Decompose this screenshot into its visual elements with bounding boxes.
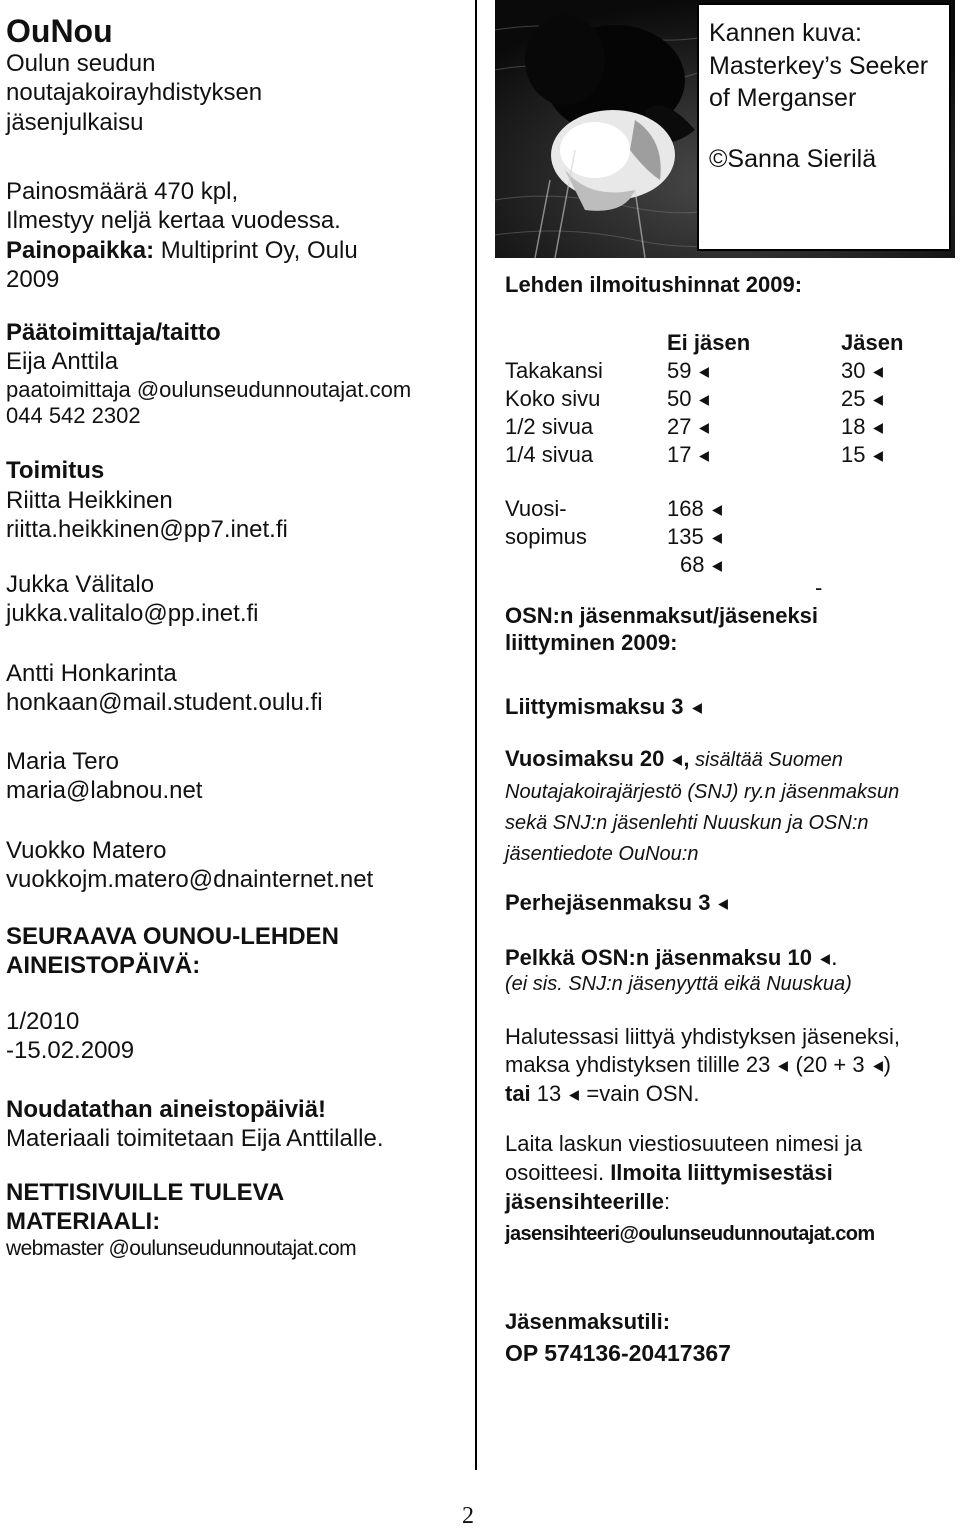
deadline-issue: 1/2010	[6, 1007, 80, 1035]
euro-icon	[871, 366, 884, 379]
row-label: 1/4 sivua	[505, 441, 594, 467]
joining-fee-text: Liittymismaksu 3	[505, 694, 684, 720]
price-member: 18	[841, 413, 866, 439]
annual-contract-table	[505, 495, 823, 600]
contract-dash: -	[815, 574, 823, 600]
euro-icon	[871, 1060, 884, 1073]
row-label: 1/2 sivua	[505, 413, 594, 439]
invoice-text: Laita laskun viestiosuuteen nimesi ja osoitteesi.	[505, 1131, 863, 1185]
osn-only-dot: .	[830, 943, 838, 971]
web-heading: NETTISIVUILLE TULEVA MATERIAALI:	[6, 1178, 284, 1236]
editor-email[interactable]: paatoimittaja @oulunseudunnoutajat.com	[6, 376, 412, 402]
euro-icon	[690, 702, 703, 715]
info-column	[505, 272, 955, 1367]
invoice-instructions	[505, 1130, 925, 1216]
publication-subtitle: Oulun seudun noutajakoirayhdistyksen jäsenjulkaisu	[6, 50, 263, 136]
masthead-column	[6, 0, 466, 1262]
euro-icon	[871, 450, 884, 463]
member-name: Vuokko Matero	[6, 836, 167, 864]
payment-text: )	[883, 1052, 891, 1078]
editor-phone: 044 542 2302	[6, 403, 141, 429]
member-email[interactable]: honkaan@mail.student.oulu.fi	[6, 688, 323, 716]
payment-text: 13	[536, 1080, 562, 1106]
price-member: 15	[841, 441, 866, 467]
euro-icon	[697, 366, 710, 379]
publication-title: OuNou	[6, 13, 113, 49]
web-email[interactable]: webmaster @oulunseudunnoutajat.com	[6, 1237, 356, 1261]
fees-heading: OSN:n jäsenmaksut/jäseneksi liittyminen 2009:	[505, 602, 819, 655]
euro-icon	[670, 754, 683, 767]
column-header-member: Jäsen	[841, 329, 904, 355]
row-label: Koko sivu	[505, 385, 601, 411]
table-row	[505, 523, 822, 551]
reminder-text: Materiaali toimitetaan Eija Anttilalle.	[6, 1125, 384, 1153]
euro-icon	[697, 450, 710, 463]
table-row	[505, 551, 822, 579]
member-email[interactable]: vuokkojm.matero@dnainternet.net	[6, 865, 374, 893]
osn-only-text: Pelkkä OSN:n jäsenmaksu 10	[505, 944, 812, 970]
payment-text: Halutessasi liittyä yhdistyksen jäseneksi, maksa yhdistyksen tilille 23	[505, 1023, 900, 1078]
member-name: Maria Tero	[6, 748, 119, 776]
table-row	[505, 413, 903, 441]
price-nonmember: 27	[667, 413, 692, 439]
table-row	[505, 441, 903, 469]
table-header-row	[505, 329, 903, 357]
table-row	[505, 579, 822, 597]
annual-fee	[505, 743, 925, 868]
column-header-nonmember: Ei jäsen	[667, 329, 751, 355]
frequency: Ilmestyy neljä kertaa vuodessa.	[6, 207, 341, 235]
reminder-heading: Noudatathan aineistopäiviä!	[6, 1096, 327, 1124]
euro-icon	[776, 1060, 789, 1073]
table-row	[505, 357, 903, 385]
euro-icon	[697, 422, 710, 435]
deadline-heading: SEURAAVA OUNOU-LEHDEN AINEISTOPÄIVÄ:	[6, 923, 339, 980]
editor-name: Eija Anttila	[6, 348, 119, 376]
cover-caption-box	[697, 3, 951, 251]
osn-only-fee	[505, 943, 955, 997]
printer-value: Multiprint Oy, Oulu 2009	[6, 236, 358, 293]
printer-info	[6, 236, 406, 295]
euro-icon	[710, 560, 723, 573]
contract-label-line2: sopimus	[505, 523, 587, 549]
editorial-heading: Toimitus	[6, 457, 105, 485]
ad-prices-heading: Lehden ilmoitushinnat 2009:	[505, 272, 803, 297]
account-label: Jäsenmaksutili:	[505, 1308, 671, 1334]
member-name: Riitta Heikkinen	[6, 486, 173, 514]
payment-text: =vain OSN.	[580, 1080, 700, 1106]
euro-icon	[871, 394, 884, 407]
annual-fee-comma: ,	[683, 746, 690, 772]
family-fee-text: Perhejäsenmaksu 3	[505, 890, 711, 916]
member-name: Jukka Välitalo	[6, 571, 155, 599]
annual-fee-text: Vuosimaksu 20	[505, 746, 665, 772]
price-nonmember: 50	[667, 385, 692, 411]
table-row	[505, 385, 903, 413]
euro-icon	[697, 394, 710, 407]
family-fee	[505, 890, 955, 917]
member-name: Antti Honkarinta	[6, 659, 177, 687]
euro-icon	[818, 953, 831, 966]
payment-instructions	[505, 1023, 915, 1109]
euro-icon	[871, 422, 884, 435]
notify-colon: :	[663, 1188, 671, 1214]
cover-caption: Kannen kuva: Masterkey’s Seeker of Merganser	[709, 19, 929, 112]
euro-icon	[710, 532, 723, 545]
notify-text: Ilmoita liittymisestäsi jäsensihteerille	[505, 1159, 833, 1214]
member-email[interactable]: jukka.valitalo@pp.inet.fi	[6, 600, 259, 628]
euro-icon	[716, 898, 729, 911]
account-number: OP 574136-20417367	[505, 1340, 731, 1367]
osn-only-note: (ei sis. SNJ:n jäsenyyttä eikä Nuuskua)	[505, 973, 852, 996]
price-member: 25	[841, 385, 866, 411]
euro-icon	[710, 504, 723, 517]
secretary-email[interactable]: jasensihteeri@oulunseudunnoutajat.com	[505, 1223, 875, 1246]
payment-text: (20 + 3	[789, 1052, 865, 1078]
euro-icon	[567, 1089, 580, 1102]
payment-or: tai	[505, 1080, 537, 1106]
contract-price: 135	[667, 523, 704, 549]
annual-fee-note: sisältää Suomen Noutajakoirajärjestö (SNJ) ry.n jäsenmaksun sekä SNJ:n jäsenlehti Nuuskun ja OSN:n jäsentiedote OuNou:n	[505, 749, 900, 865]
member-email[interactable]: maria@labnou.net	[6, 777, 203, 805]
price-nonmember: 59	[667, 357, 692, 383]
row-label: Takakansi	[505, 357, 603, 383]
contract-label-line1: Vuosi-	[505, 495, 567, 521]
ad-price-table	[505, 329, 903, 469]
price-member: 30	[841, 357, 866, 383]
page-number: 2	[462, 1503, 474, 1529]
print-run: Painosmäärä 470 kpl,	[6, 177, 239, 205]
deadline-date: -15.02.2009	[6, 1036, 135, 1064]
column-divider	[475, 0, 477, 1470]
editor-heading: Päätoimittaja/taitto	[6, 319, 221, 347]
contract-price: 68	[680, 551, 705, 577]
printer-label: Painopaikka:	[6, 236, 155, 264]
joining-fee	[505, 694, 955, 721]
cover-credit: ©Sanna Sierilä	[709, 144, 877, 173]
price-nonmember: 17	[667, 441, 692, 467]
member-email[interactable]: riitta.heikkinen@pp7.inet.fi	[6, 515, 288, 543]
table-row	[505, 495, 822, 523]
contract-price: 168	[667, 495, 704, 521]
